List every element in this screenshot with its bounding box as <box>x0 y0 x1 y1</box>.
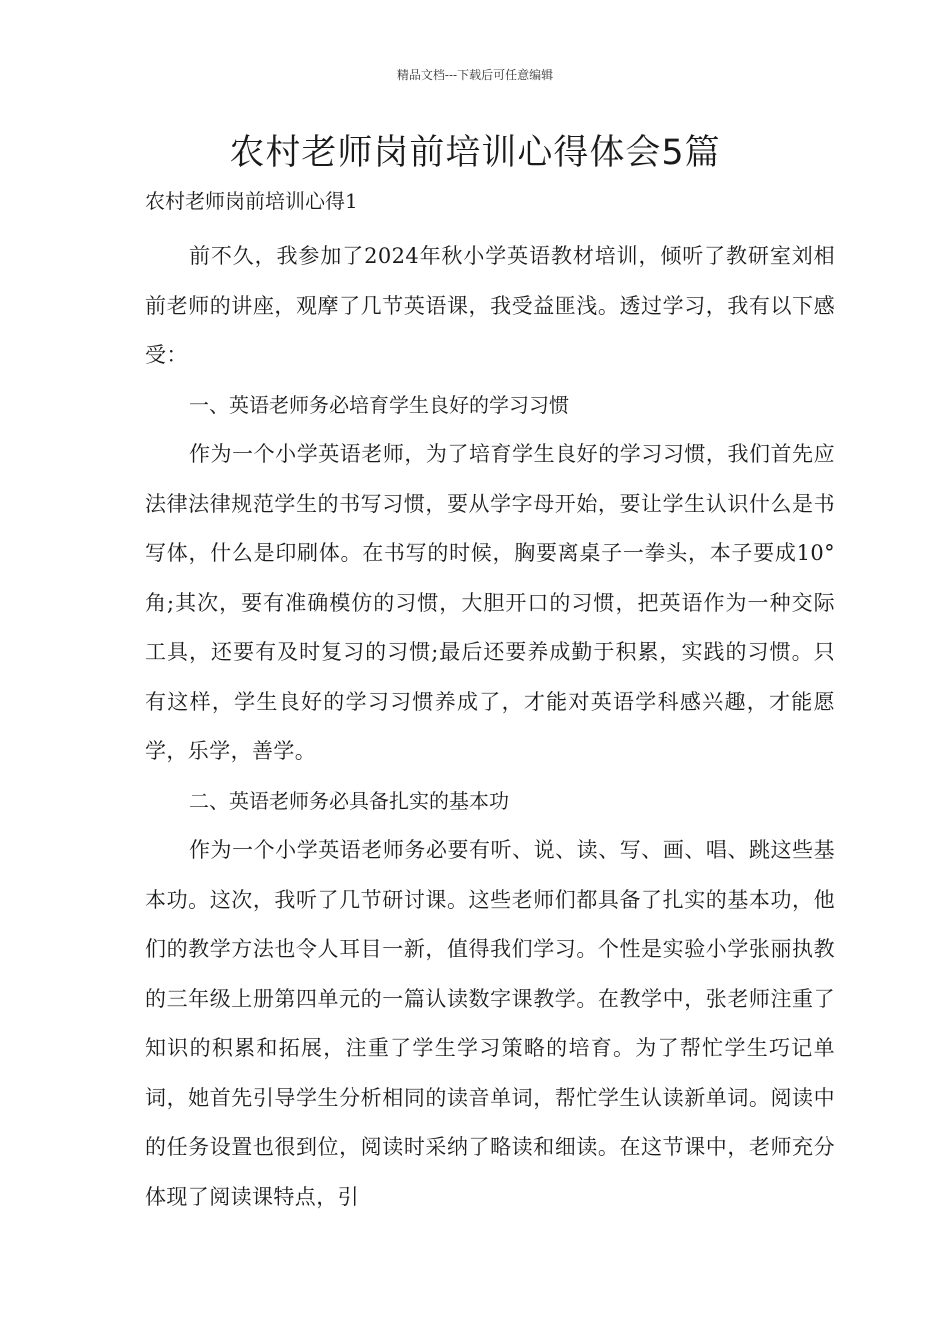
paragraph-intro: 前不久，我参加了2024年秋小学英语教材培训，倾听了教研室刘相前老师的讲座，观摩了几节英语课，我受益匪浅。透过学习，我有以下感受： <box>145 244 835 367</box>
paragraph-habits: 作为一个小学英语老师，为了培育学生良好的学习习惯，我们首先应法律法律规范学生的书写习惯，要从学字母开始，要让学生认识什么是书写体，什么是印刷体。在书写的时候，胸要离桌子一拳头，本子要成10° 角;其次，要有准确模仿的习惯，大胆开口的习惯，把英语作为一种交际工具，还要有及时复习的习惯;最后还要养成勤于积累，实践的习惯。只有这样，学生良好的学习习惯养成了，才能对英语学科感兴趣，才能愿学，乐学，善学。 <box>145 442 835 763</box>
section-subtitle: 农村老师岗前培训心得1 <box>145 189 358 213</box>
header-note: 精品文档---下载后可任意编辑 <box>396 68 554 82</box>
section-heading-2: 二、英语老师务必具备扎实的基本功 <box>189 788 509 813</box>
paragraph-skills: 作为一个小学英语老师务必要有听、说、读、写、画、唱、跳这些基本功。这次，我听了几节研讨课。这些老师们都具备了扎实的基本功，他们的教学方法也令人耳目一新，值得我们学习。个性是实验小学张丽执教的三年级上册第四单元的一篇认读数字课教学。在教学中，张老师注重了知识的积累和拓展，注重了学生学习策略的培育。为了帮忙学生巧记单词，她首先引导学生分析相同的读音单词，帮忙学生认读新单词。阅读中的任务设置也很到位，阅读时采纳了略读和细读。在这节课中，老师充分体现了阅读课特点，引 <box>145 838 835 1209</box>
section-heading-1: 一、英语老师务必培育学生良好的学习习惯 <box>189 392 569 417</box>
document-title: 农村老师岗前培训心得体会5篇 <box>229 133 721 173</box>
body-text <box>145 232 835 1222</box>
